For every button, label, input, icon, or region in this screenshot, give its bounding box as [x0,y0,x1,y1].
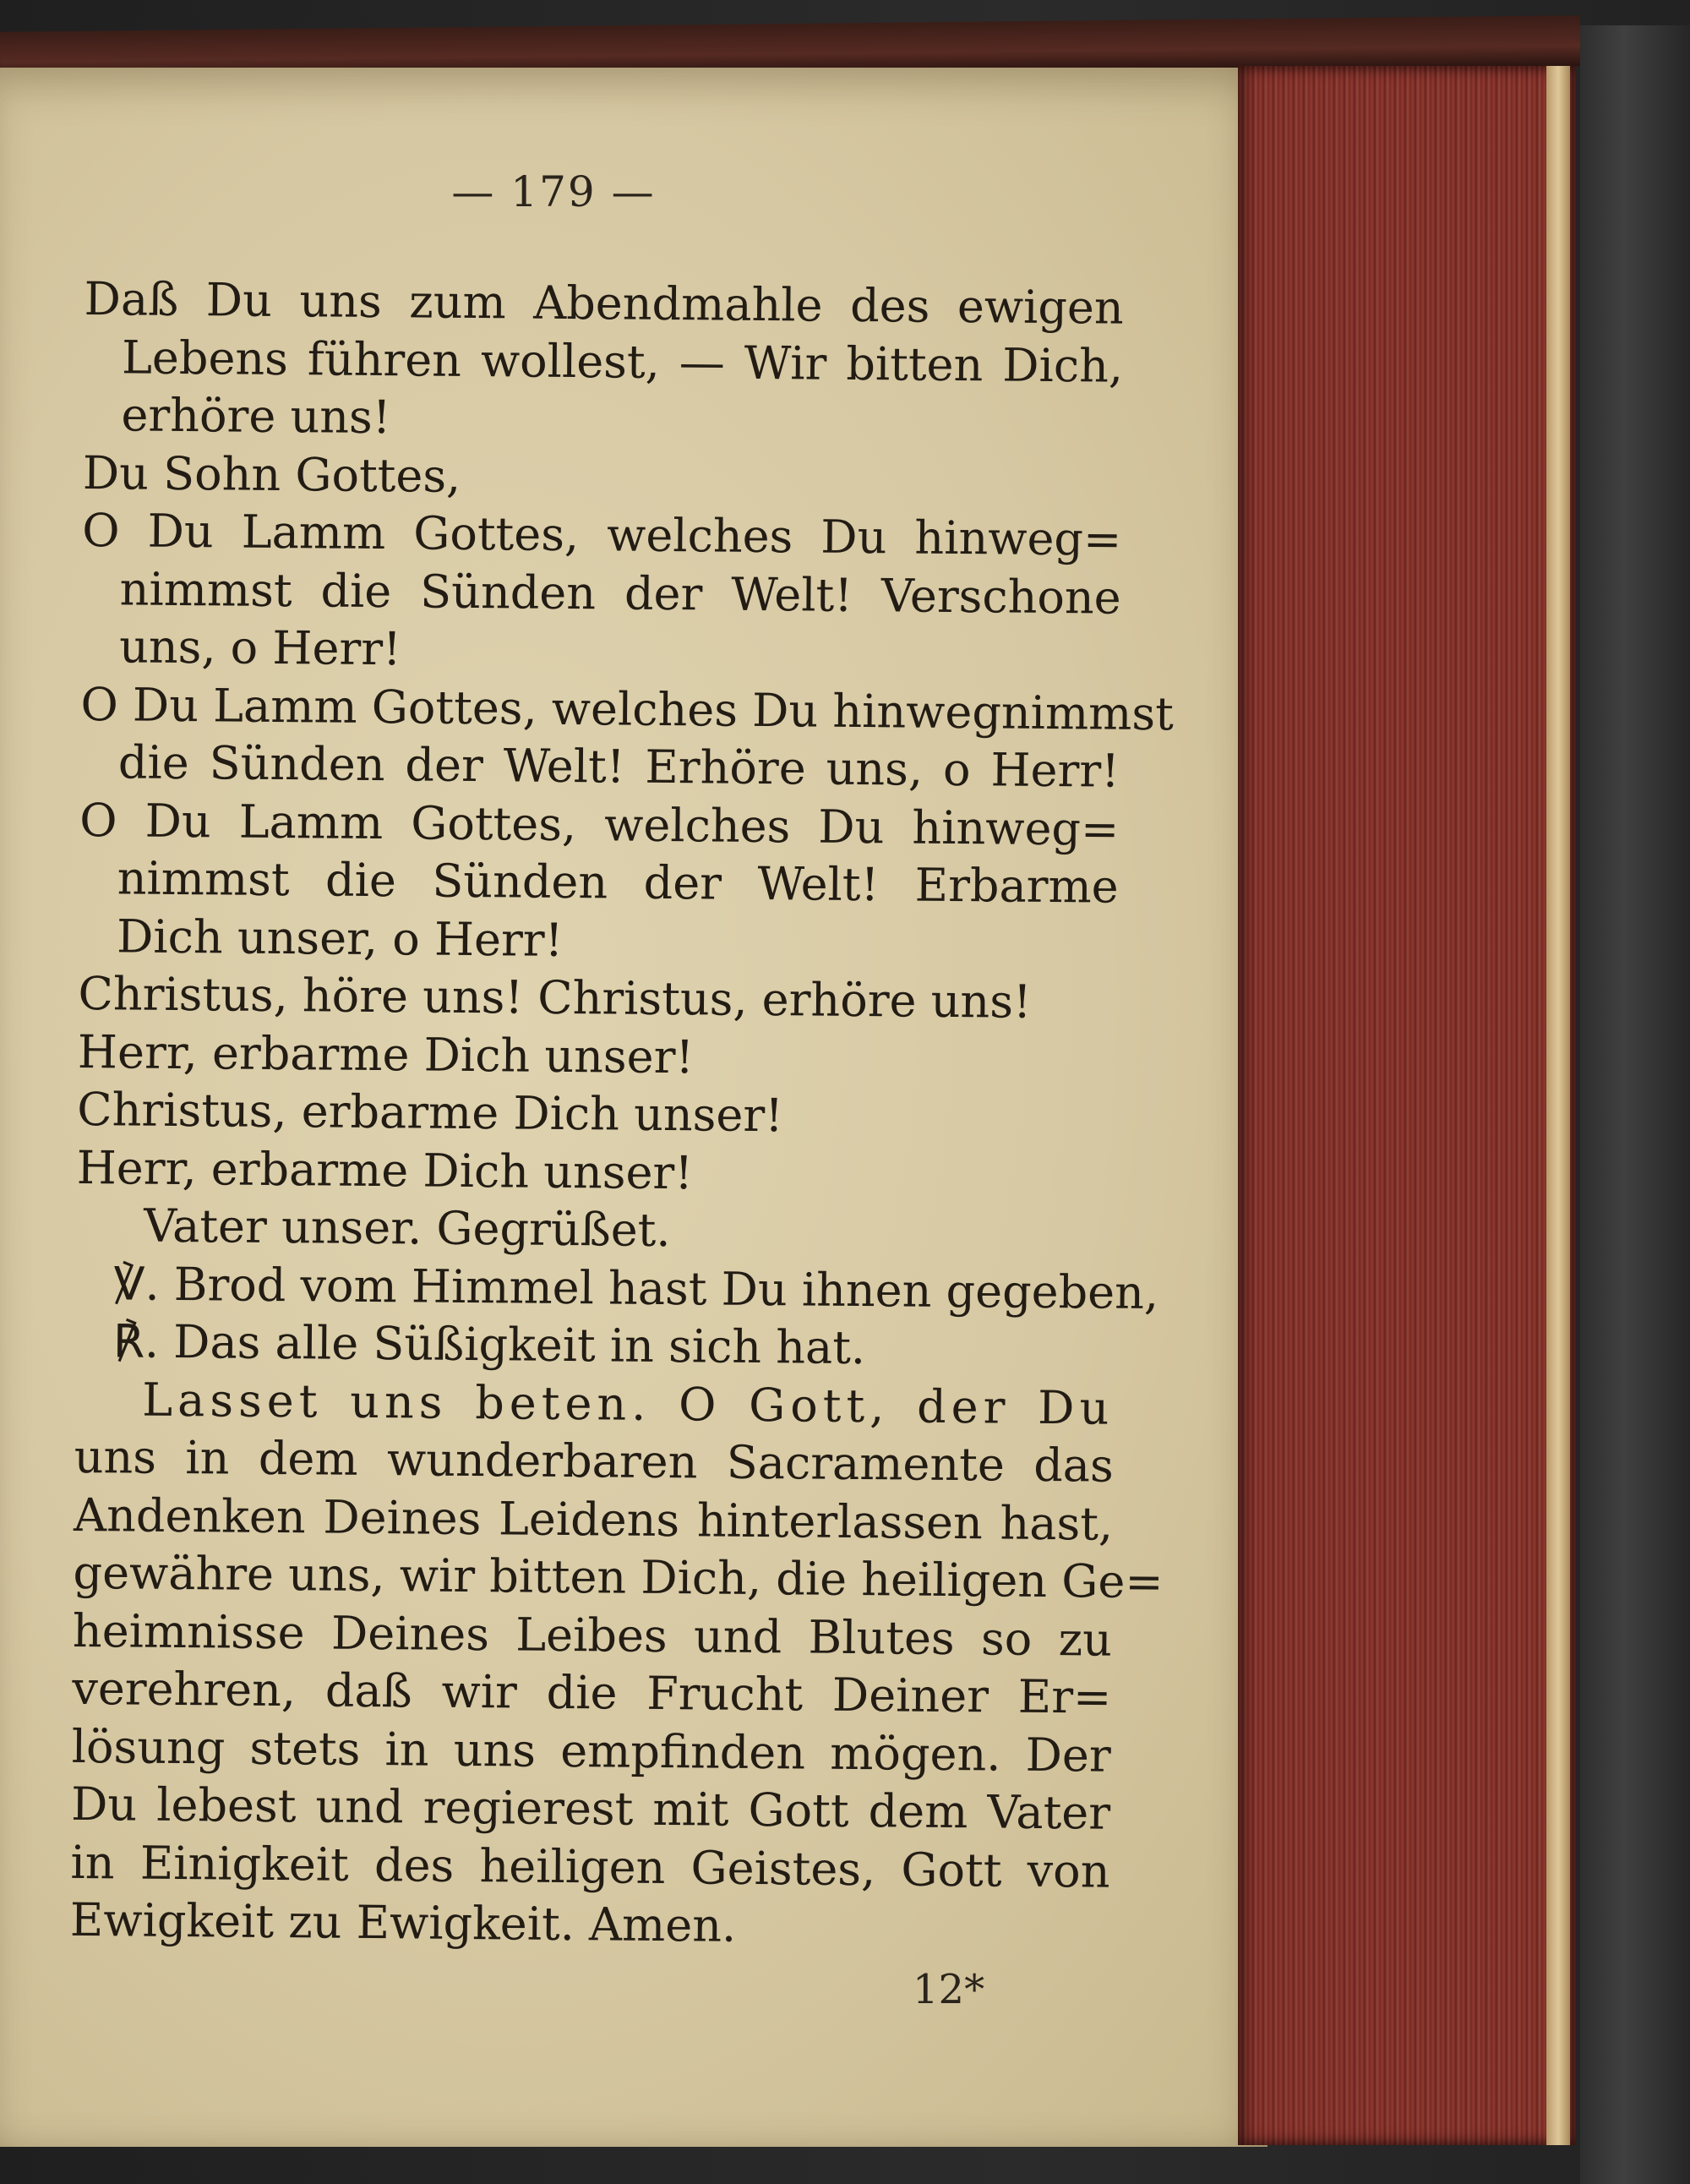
text-line: Lebens führen wollest, — Wir bitten Dich, [121,330,1124,393]
text-line: erhöre uns! [121,388,391,445]
text-line: Ewigkeit zu Ewigkeit. Amen. [69,1892,737,1952]
text-line: Herr, erbarme Dich unser! [76,1140,694,1199]
text-line: Du Sohn Gottes, [82,445,461,503]
text-line: Andenken Deines Leidens hinterlassen hast, [73,1488,1114,1551]
text-line: uns in dem wunderbaren Sacramente das [74,1429,1114,1493]
text-line: ℣. Brod vom Himmel hast Du ihnen gegeben, [113,1256,1159,1319]
text-line: Dich unser, o Herr! [116,909,564,967]
printer-signature: 12* [913,1966,985,2013]
text-line: ℟. Das alle Süßigkeit in sich hat. [112,1314,866,1375]
text-line: Vater unser. Gegrüßet. [143,1198,671,1258]
text-line: O Du Lamm Gottes, welches Du hinweg= [82,503,1122,566]
text-line: gewähre uns, wir bitten Dich, die heiligen Ge= [73,1545,1164,1609]
text-line: Daß Du uns zum Abendmahle des ewigen [84,271,1124,335]
text-line: Du lebest und regierest mit Gott dem Vater [70,1777,1111,1840]
text-line: lösung stets in uns empfinden mögen. Der [71,1719,1111,1783]
text-line: heimnisse Deines Leibes und Blutes so zu [72,1603,1113,1667]
cover-side [1580,25,1690,2184]
text-line: nimmst die Sünden der Welt! Erbarme [117,851,1119,914]
text-line: Christus, höre uns! Christus, erhöre uns! [78,966,1032,1029]
text-line: in Einigkeit des heiligen Geistes, Gott von [70,1835,1110,1898]
text-line: nimmst die Sünden der Welt! Verschone [119,561,1121,625]
page-number: — 179 — [451,167,656,216]
text-line: Lasset uns beten. O Gott, der Du [142,1373,1115,1435]
text-line: die Sünden der Welt! Erhöre uns, o Herr! [117,735,1120,798]
text-line: Herr, erbarme Dich unser! [77,1024,695,1084]
page-text [69,270,1175,1958]
text-line: uns, o Herr! [118,620,402,676]
text-line: Christus, erbarme Dich unser! [77,1082,784,1143]
page-edges-trim [1546,66,1570,2145]
text-line: O Du Lamm Gottes, welches Du hinwegnimmst [80,677,1175,740]
text-line: O Du Lamm Gottes, welches Du hinweg= [79,793,1120,856]
text-line: verehren, daß wir die Frucht Deiner Er= [72,1661,1112,1724]
page-edges [1238,66,1576,2145]
